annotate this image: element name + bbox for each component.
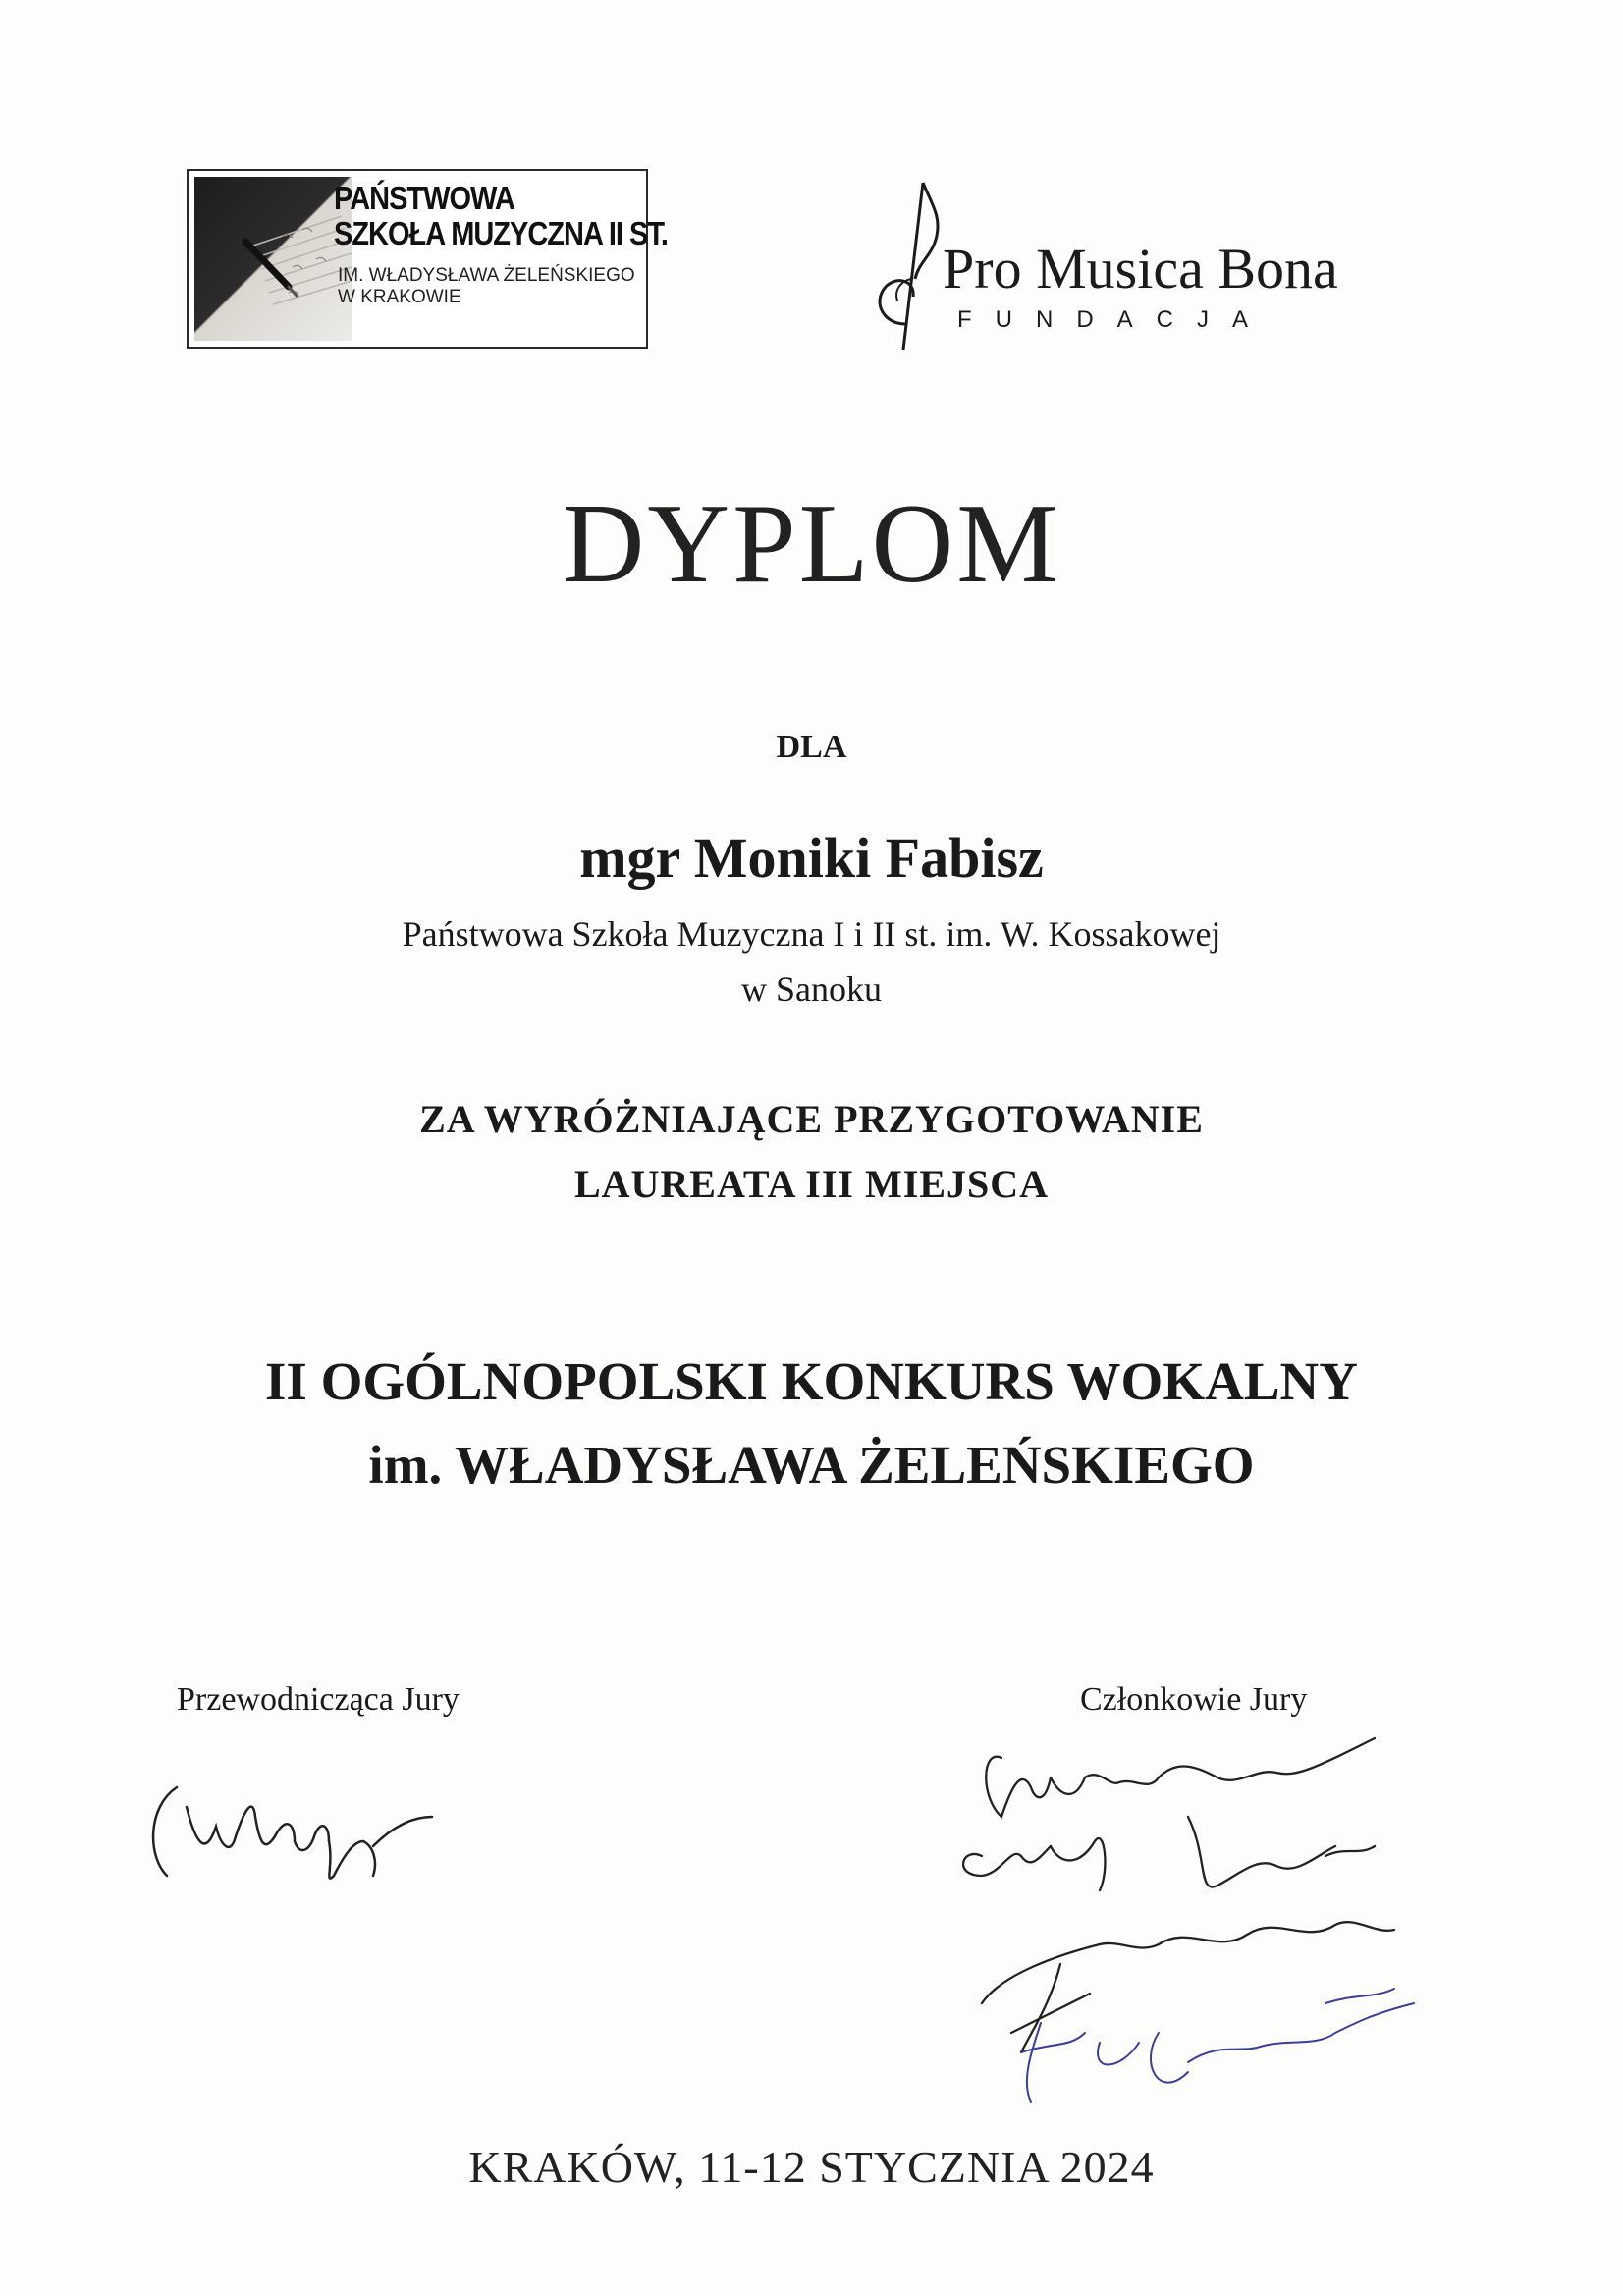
award-line-1: ZA WYRÓŻNIAJĄCE PRZYGOTOWANIE — [419, 1097, 1204, 1141]
school-logo-line-4: W KRAKOWIE — [338, 287, 461, 307]
recipient-name: mgr Moniki Fabisz — [579, 826, 1044, 890]
for-label: DLA — [776, 729, 847, 765]
school-logo-line-2: SZKOŁA MUZYCZNA II ST. — [334, 216, 668, 252]
foundation-subtitle: FUNDACJA — [957, 306, 1272, 333]
foundation-logo — [864, 177, 1375, 363]
award-line-2: LAUREATA III MIEJSCA — [573, 1162, 1050, 1206]
jury-members-label: Członkowie Jury — [1080, 1681, 1308, 1718]
jury-members-signatures — [864, 1709, 1502, 2141]
school-logo — [187, 169, 668, 349]
recipient-school-city: w Sanoku — [741, 969, 882, 1009]
jury-chair-label: Przewodnicząca Jury — [177, 1681, 460, 1718]
jury-chair-signature — [137, 1748, 511, 1895]
competition-line-2: im. WŁADYSŁAWA ŻELEŃSKIEGO — [368, 1435, 1255, 1495]
diploma-title: DYPLOM — [562, 481, 1061, 607]
music-note-icon — [864, 177, 952, 363]
foundation-name: Pro Musica Bona — [943, 237, 1338, 301]
school-logo-line-1: PAŃSTWOWA — [334, 181, 514, 217]
school-logo-line-3: IM. WŁADYSŁAWA ŻELEŃSKIEGO — [338, 265, 635, 286]
recipient-school: Państwowa Szkoła Muzyczna I i II st. im. W. Kossakowej — [402, 914, 1221, 954]
place-date: KRAKÓW, 11-12 STYCZNIA 2024 — [468, 2142, 1155, 2192]
competition-line-1: II OGÓLNOPOLSKI KONKURS WOKALNY — [265, 1351, 1358, 1411]
score-and-pen-image — [194, 177, 352, 341]
